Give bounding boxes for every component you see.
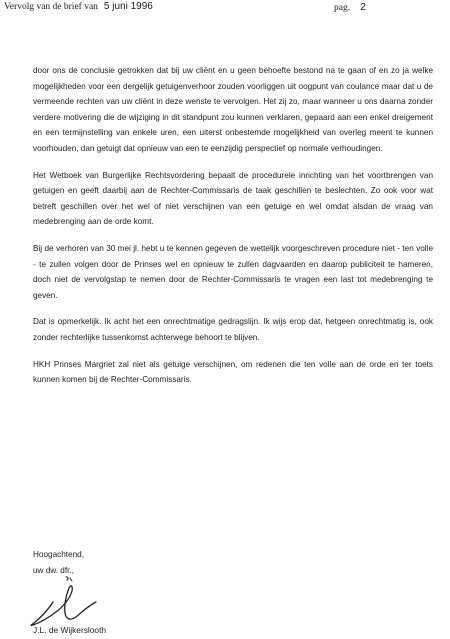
paragraph-hearings: Bij de verhoren van 30 mei jl. hebt u te kennen gegeven de wettelijk voorgeschreven procedure niet - ten volle - te zullen volgen door de Prinses wel en opnieuw te zullen dagvaarden en daarop publiciteit te hameren, doch niet de vervolgstap te nemen door de Rechter-Commissaris te vragen een last tot medebrenging te geven.: [33, 243, 433, 300]
paragraph-princess: HKH Prinses Margriet zal niet als getuige verschijnen, om redenen die ten volle aan de orde en ter toets kunnen komen bij de Rechter-Commissaris.: [33, 359, 433, 385]
signature-mark: [66, 577, 72, 581]
letter-reference: [4, 1, 153, 12]
page-header: [4, 1, 446, 15]
paragraph-continuation: door ons de conclusie getrokken dat bij uw cliënt en u geen behoefte bestond na te gaan of en zo ja welke mogelijkheden voor een dergelijk getuigenverhoor zouden voorliggen uit oogpunt van coulance maar dat u de vermeende rechten van uw cliënt in deze wenste te vervolgen. Het zij zo, maar wanneer u ons daarna zonder verdere motivering die de wijziging in dit standpunt zou kunnen verklaren, gepaard aan een enkel dreigement en een termijnstelling van enkele uren, een uiterst onbestemde mogelijkheid van overleg meent te kunnen voorhouden, dan getuigt dat opnieuw van een te eenzijdig perspectief op normale verhoudingen.: [33, 66, 433, 153]
page-number: 2: [360, 1, 366, 13]
handwritten-signature: [26, 572, 116, 628]
letter-date: 5 juni 1996: [103, 1, 153, 12]
signatory-name: J.L. de Wijkerslooth: [33, 625, 107, 635]
paragraph-civil-procedure: Het Wetboek van Burgerlijke Rechtsvordering bepaalt de procedurele inrichting van het voortbrengen van getuigen en geeft daarbij aan de Rechter-Commissaris de taak geschillen te beslechten. Zo ook voor wat betreft geschillen over het wel of niet verschijnen van een getuige en wel omdat alsdan de vraag van medebrenging aan de orde komt.: [33, 170, 433, 227]
page-label: pag.: [334, 3, 351, 13]
paragraph-remarkable: Dat is opmerkelijk. Ik acht het een onrechtmatige gedragslijn. Ik wijs erop dat, hetgeen onrechtmatig is, ook zonder rechterlijke tussenkomst achterwege behoort te blijven.: [33, 317, 433, 342]
closing-greeting: Hoogachtend,: [33, 550, 84, 559]
letter-body: [33, 63, 433, 388]
closing-sign-off: uw dw. dfr.,: [33, 565, 74, 575]
signature-stroke: [31, 586, 96, 626]
page-indicator: [334, 1, 366, 13]
letter-reference-text: Vervolg van de brief van: [4, 2, 98, 12]
